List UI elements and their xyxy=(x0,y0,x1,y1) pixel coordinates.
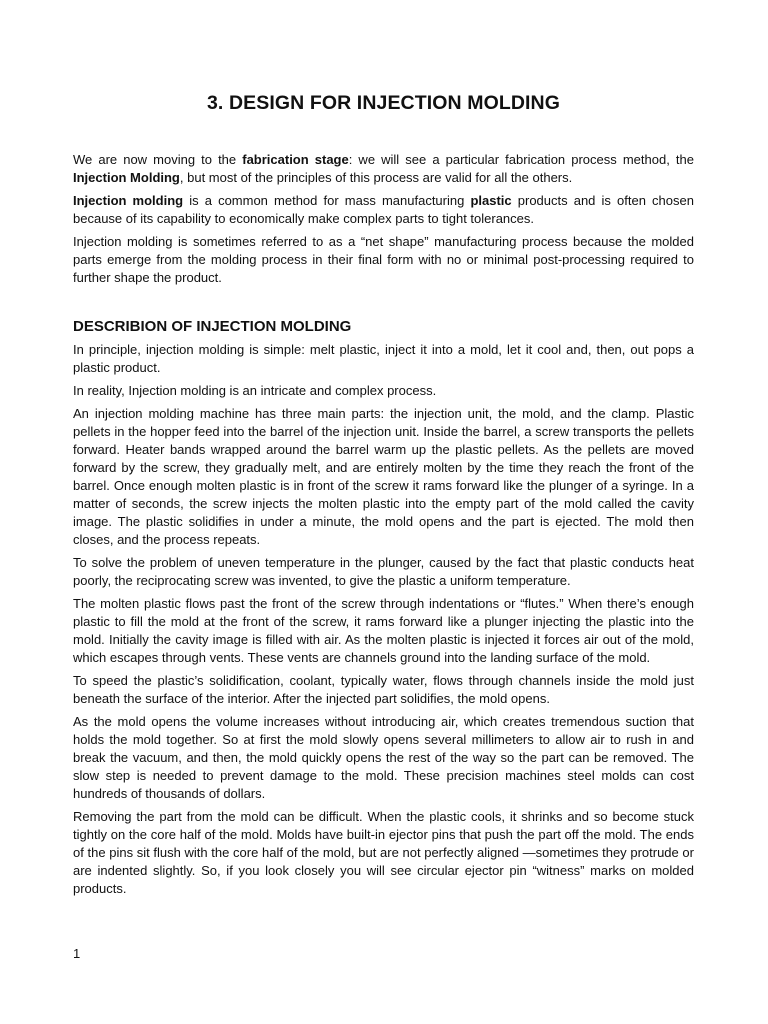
body-paragraph: To solve the problem of uneven temperature in the plunger, caused by the fact that plastic conducts heat poorly, the reciprocating screw was invented, to give the plastic a uniform temperature. xyxy=(73,555,694,588)
text-run: is a common method for mass manufacturing xyxy=(183,193,471,208)
intro-paragraph-2 xyxy=(73,192,694,228)
bold-term: plastic xyxy=(470,193,512,208)
body-paragraph: An injection molding machine has three main parts: the injection unit, the mold, and the clamp. Plastic pellets in the hopper feed into the barrel of the injection unit. Inside the barrel, a screw transports the pellets forward. Heater bands wrapped around the barrel warm up the plastic pellets. As the pellets are moved forward by the screw, they gradually melt, and are entirely molten by the time they reach the front of the barrel. Once enough molten plastic is in front of the screw it rams forward like the plunger of a syringe. In a matter of seconds, the screw injects the molten plastic into the empty part of the mold called the cavity image. The plastic solidifies in under a minute, the mold opens and the part is ejected. The mold then closes, and the process repeats. xyxy=(73,406,694,547)
body-paragraph: In principle, injection molding is simple: melt plastic, inject it into a mold, let it cool and, then, out pops a plastic product. xyxy=(73,342,694,375)
section-heading: DESCRIBION OF INJECTION MOLDING xyxy=(73,318,352,335)
body-paragraph: Removing the part from the mold can be difficult. When the plastic cools, it shrinks and so become stuck tightly on the core half of the mold. Molds have built-in ejector pins that push the part off the mold. The ends of the pins sit flush with the core half of the mold, but are not perfectly aligned —sometimes they protrude or are indented slightly. So, if you look closely you will see circular ejector pin “witness” marks on molded products. xyxy=(73,809,694,896)
body-paragraph: As the mold opens the volume increases without introducing air, which creates tremendous suction that holds the mold together. So at first the mold slowly opens several millimeters to allow air to rush in and break the vacuum, and then, the mold quickly opens the rest of the way so the part can be removed. The slow step is needed to prevent damage to the mold. These precision machines steel molds can cost hundreds of thousands of dollars. xyxy=(73,714,694,801)
bold-term: Injection molding xyxy=(73,193,184,208)
page-number: 1 xyxy=(73,946,81,961)
text-run: We are now moving to the xyxy=(73,152,243,167)
intro-paragraph-3: Injection molding is sometimes referred to as a “net shape” manufacturing process because the molded parts emerge from the molding process in their final form with no or minimal post-processing required to further shape the product. xyxy=(73,234,694,285)
bold-term: fabrication stage xyxy=(242,152,349,167)
page-title: 3. DESIGN FOR INJECTION MOLDING xyxy=(206,92,561,114)
intro-paragraph-1 xyxy=(73,151,694,187)
body-paragraph: To speed the plastic’s solidification, coolant, typically water, flows through channels inside the mold just beneath the surface of the interior. After the injected part solidifies, the mold opens. xyxy=(73,673,694,706)
text-run: products and is often chosen because of its capability to economically make complex parts to tight tolerances. xyxy=(73,193,694,226)
body-paragraph: In reality, Injection molding is an intricate and complex process. xyxy=(73,383,437,398)
text-run: , but most of the principles of this process are valid for all the others. xyxy=(179,170,573,185)
body-paragraph: The molten plastic flows past the front of the screw through indentations or “flutes.” When there’s enough plastic to fill the mold at the front of the screw, it rams forward like a plunger injecting the plastic into the mold. Initially the cavity image is filled with air. As the molten plastic is injected it forces air out of the mold, which escapes through vents. These vents are channels ground into the landing surface of the mold. xyxy=(73,596,694,665)
text-run: : we will see a particular fabrication process method, the xyxy=(348,152,694,167)
bold-term: Injection Molding xyxy=(73,170,180,185)
